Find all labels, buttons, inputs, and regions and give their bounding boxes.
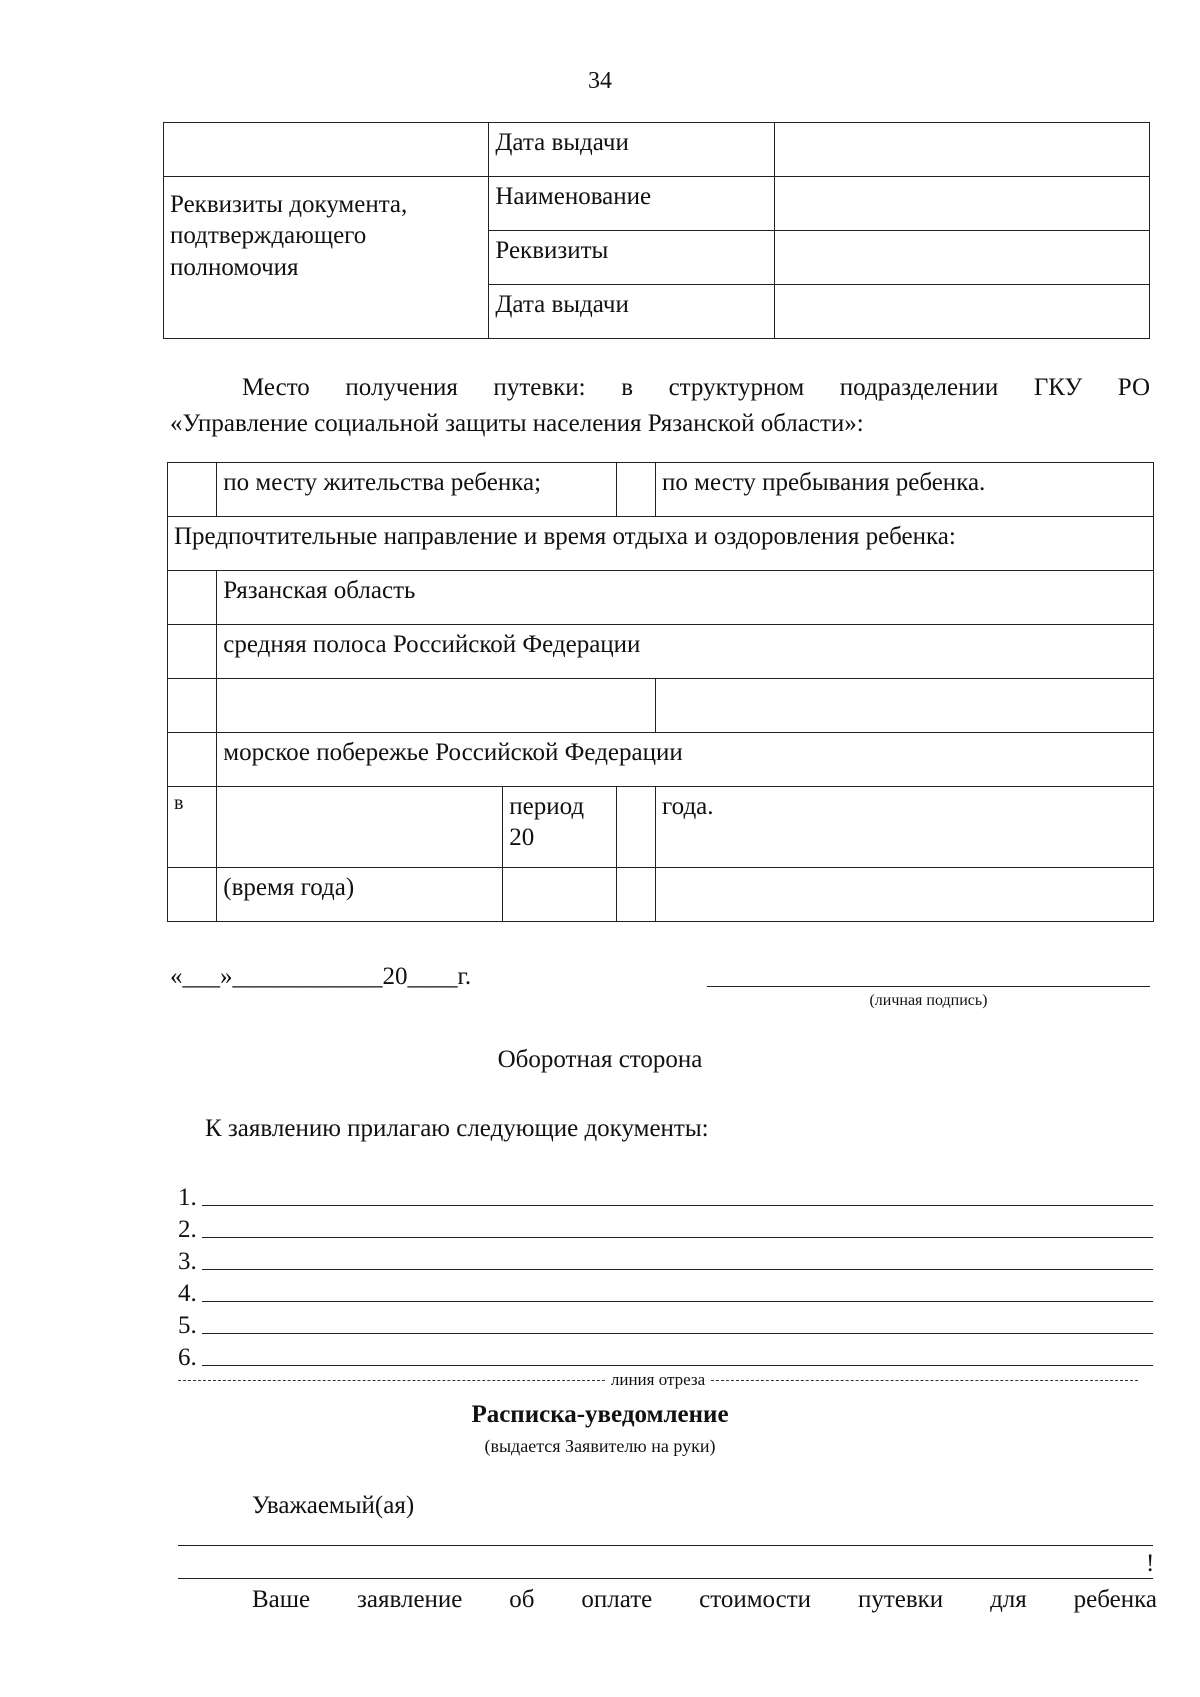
cut-dash-right [711,1380,1138,1381]
option-stay: по месту пребывания ребенка. [656,463,1154,517]
exclamation-mark: ! [1146,1550,1155,1577]
checkbox-stay[interactable] [616,463,655,517]
attachments-list [178,1180,1153,1372]
blank-rule[interactable] [202,1301,1153,1302]
item-number: 1. [178,1184,197,1211]
blank-rule[interactable] [202,1365,1153,1366]
item-number: 6. [178,1344,197,1371]
cut-line-label: линия отреза [610,1370,706,1389]
cut-line [178,1370,1138,1390]
signature-caption: (личная подпись) [869,992,988,1009]
details-label: Реквизиты [489,231,775,285]
issue-date-label-top: Дата выдачи [489,123,775,177]
period-word: период [509,793,585,820]
item-number: 5. [178,1312,197,1339]
option-ryazan: Рязанская область [217,571,1154,625]
place-preference-table [167,462,1154,922]
receipt-subtitle: (выдается Заявителю на руки) [484,1436,716,1456]
blank-rule[interactable] [202,1269,1153,1270]
place-paragraph [170,370,1150,442]
name-label: Наименование [489,177,775,231]
list-item[interactable] [178,1276,1153,1308]
empty-cell [164,123,489,177]
season-caption: (время года) [217,868,503,922]
page-number: 34 [588,68,612,94]
option-middle-zone: средняя полоса Российской Федерации [217,625,1154,679]
empty-cell [616,868,655,922]
blank-rule[interactable] [202,1237,1153,1238]
cut-dash-left [178,1380,605,1381]
list-item[interactable] [178,1308,1153,1340]
option-sea-coast: морское побережье Российской Федерации [217,733,1154,787]
item-number: 4. [178,1280,197,1307]
checkbox-other[interactable] [168,679,217,733]
empty-cell [656,868,1154,922]
receipt-title: Расписка-уведомление [471,1401,729,1428]
blank-rule[interactable] [202,1205,1153,1206]
season-field[interactable] [217,787,503,868]
name-value [775,177,1150,231]
year-field[interactable] [616,787,655,868]
notification-text: Ваше заявление об оплате стоимости путевки для ребенка [252,1586,1157,1613]
date-line[interactable]: «___»____________20____г. [170,963,472,990]
other-option-extra[interactable] [656,679,1154,733]
item-number: 2. [178,1216,197,1243]
other-option-field[interactable] [217,679,656,733]
checkbox-sea-coast[interactable] [168,733,217,787]
list-item[interactable] [178,1212,1153,1244]
year-prefix: 20 [509,824,535,852]
checkbox-residence[interactable] [168,463,217,517]
recipient-name-line-2[interactable] [178,1578,1153,1579]
place-paragraph-line1: Место получения путевки: в структурном подразделении ГКУ РО [242,374,1150,401]
authority-document-label: Реквизиты документа, подтверждающего полномочия [164,177,489,339]
recipient-name-line[interactable] [178,1545,1153,1546]
place-paragraph-line2: «Управление социальной защиты населения Рязанской области»: [170,410,864,437]
list-item[interactable] [178,1180,1153,1212]
authority-document-table [163,122,1150,339]
checkbox-middle-zone[interactable] [168,625,217,679]
empty-cell [168,868,217,922]
attachments-intro: К заявлению прилагаю следующие документы: [205,1115,709,1142]
list-item[interactable] [178,1340,1153,1372]
issue-date-value-top [775,123,1150,177]
option-residence: по месту жительства ребенка; [217,463,616,517]
issue-date-value [775,285,1150,339]
issue-date-label: Дата выдачи [489,285,775,339]
checkbox-ryazan[interactable] [168,571,217,625]
blank-rule[interactable] [202,1333,1153,1334]
signature-line[interactable] [707,986,1150,987]
item-number: 3. [178,1248,197,1275]
list-item[interactable] [178,1244,1153,1276]
year-suffix: года. [656,787,1154,868]
period-label [503,787,616,868]
empty-cell [503,868,616,922]
in-label: в [168,787,217,868]
back-side-title: Оборотная сторона [497,1046,703,1073]
preferred-heading: Предпочтительные направление и время отдыха и оздоровления ребенка: [168,517,1154,571]
details-value [775,231,1150,285]
greeting: Уважаемый(ая) [252,1492,415,1519]
